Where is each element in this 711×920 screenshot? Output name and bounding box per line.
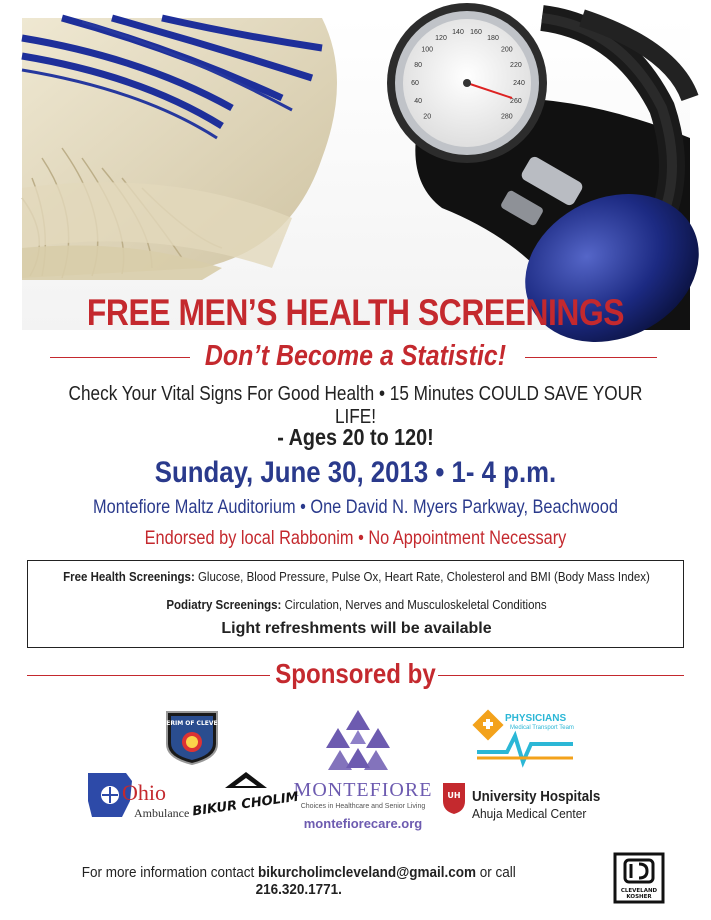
gauge-number: 240 xyxy=(513,80,525,87)
kosher-text: CLEVELAND KOSHER xyxy=(620,888,658,900)
gauge-number: 220 xyxy=(510,62,522,70)
hero-illustration xyxy=(22,18,690,330)
gauge-number: 280 xyxy=(500,113,513,121)
free-screenings-text: Glucose, Blood Pressure, Pulse Ox, Heart Rate, Cholesterol and BMI (Body Mass Index) xyxy=(197,570,650,584)
footer-prefix: For more information contact xyxy=(81,864,255,881)
physicians-subtitle: Medical Transport Team xyxy=(510,725,574,731)
contact-phone[interactable]: 216.320.1771. xyxy=(255,881,342,898)
event-date: Sunday, June 30, 2013 • 1- 4 p.m. xyxy=(154,456,557,489)
gauge-number: 60 xyxy=(411,80,419,87)
montefiore-url[interactable]: montefiorecare.org xyxy=(303,816,423,831)
contact-footer xyxy=(40,864,558,898)
cleveland-kosher-logo xyxy=(613,852,665,904)
gauge-number: 40 xyxy=(414,97,422,105)
ohio-wordmark: Ohio xyxy=(122,780,166,805)
free-screenings-label: Free Health Screenings: xyxy=(63,570,195,584)
tagline: Don’t Become a Statistic! xyxy=(204,340,507,372)
gauge-number: 120 xyxy=(435,35,447,42)
endorsed-line: Endorsed by local Rabbonim • No Appointment Necessary xyxy=(144,528,567,549)
ages-line: - Ages 20 to 120! xyxy=(277,424,434,450)
tagline-row xyxy=(0,340,711,376)
pressure-gauge xyxy=(387,3,547,163)
gauge-number: 180 xyxy=(487,35,499,42)
montefiore-wordmark: MONTEFIORE xyxy=(293,779,433,801)
podiatry-text: Circulation, Nerves and Musculoskeletal Conditions xyxy=(284,598,547,612)
chaverim-text: CHAVERIM OF CLEVELAND xyxy=(147,720,237,727)
bikur-cholim-text: BIKUR CHOLIM xyxy=(191,789,300,820)
contact-email[interactable]: bikurcholimcleveland@gmail.com xyxy=(258,864,477,881)
gauge-number: 80 xyxy=(414,62,422,70)
gauge-number: 200 xyxy=(500,46,513,54)
gauge-number: 140 xyxy=(452,28,464,36)
uh-shield-logo xyxy=(441,781,467,815)
hero-image xyxy=(22,18,690,330)
montefiore-emblem xyxy=(318,708,398,780)
podiatry-row xyxy=(54,598,658,612)
vitals-line: Check Your Vital Signs For Good Health • 15 Minutes COULD SAVE YOUR LIFE! xyxy=(68,383,643,428)
uh-subtitle: Ahuja Medical Center xyxy=(472,806,587,821)
event-venue: Montefiore Maltz Auditorium • One David N. Myers Parkway, Beachwood xyxy=(93,497,618,518)
bikur-cholim-logo xyxy=(191,770,300,826)
gauge-number: 260 xyxy=(510,97,522,105)
gauge-number: 20 xyxy=(423,113,432,121)
sponsored-heading: Sponsored by xyxy=(275,658,436,689)
physicians-title: PHYSICIANS xyxy=(505,713,567,724)
sponsored-row xyxy=(0,658,711,694)
chaverim-logo xyxy=(147,708,237,766)
ohio-subtitle: Ambulance xyxy=(134,806,190,820)
montefiore-subtitle: Choices in Healthcare and Senior Living xyxy=(300,803,426,810)
screenings-box xyxy=(27,560,684,648)
gauge-number: 160 xyxy=(470,28,482,36)
refreshments-note: Light refreshments will be available xyxy=(221,620,492,637)
footer-middle: or call xyxy=(479,864,516,881)
podiatry-label: Podiatry Screenings: xyxy=(166,598,282,612)
uh-name: University Hospitals xyxy=(472,789,601,805)
headline: FREE MEN’S HEALTH SCREENINGS xyxy=(86,292,625,333)
gauge-number: 100 xyxy=(421,46,434,54)
free-screenings-row xyxy=(54,570,658,584)
uh-badge-text: UH xyxy=(447,791,461,800)
